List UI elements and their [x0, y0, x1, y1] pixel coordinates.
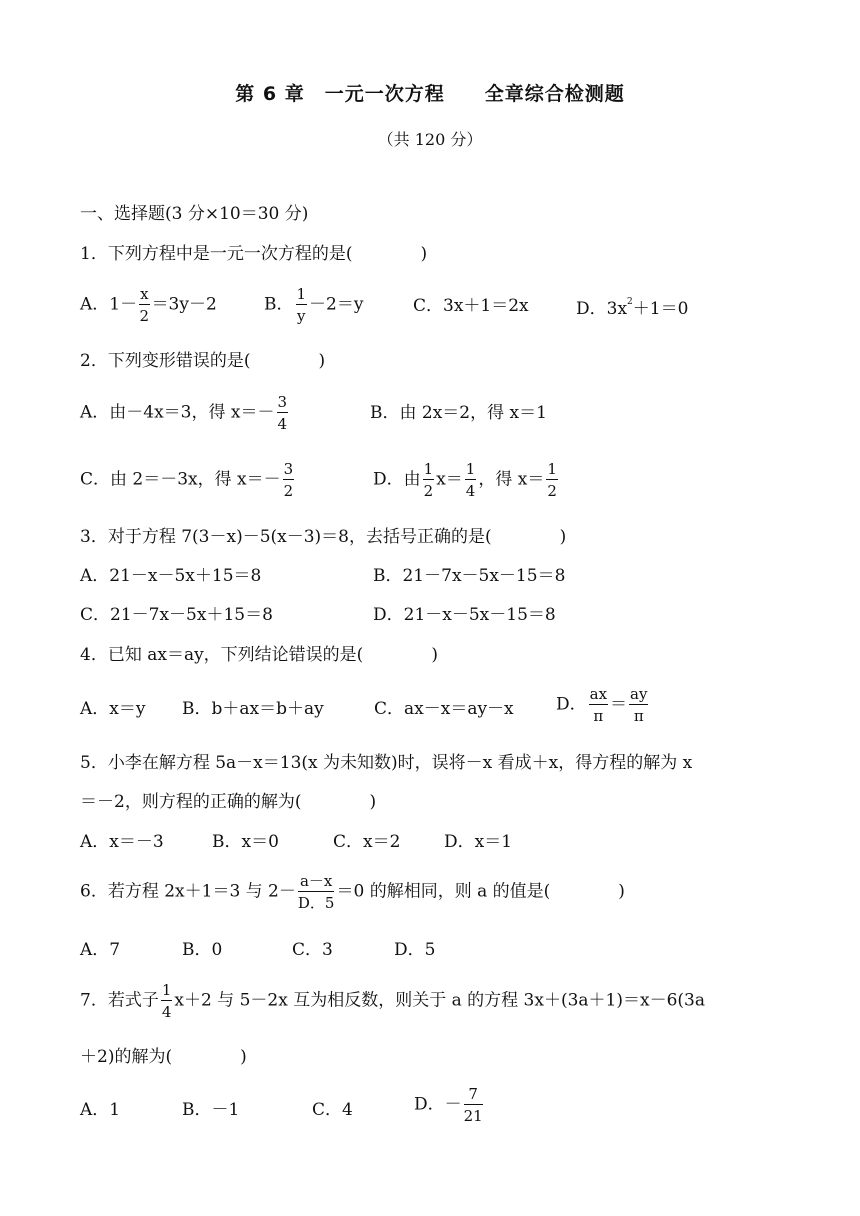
total-score: （共 120 分）: [377, 130, 483, 149]
q2-option-c: C．由 2＝－3x，得 x＝－ $\frac{3}{2}$: [80, 460, 294, 500]
q2-option-d: D．由 $\frac{1}{2}$ x＝ $\frac{1}{4}$ ，得 x＝ $\frac{1}{2}$: [373, 460, 557, 500]
question-5-line-2: ＝－2，则方程的正确的解为( ): [80, 792, 377, 812]
q6-option-c: C．3: [292, 940, 333, 960]
q5-option-c: C．x＝2: [333, 832, 401, 852]
q7-option-d: D．－ $\frac{7}{21}$: [414, 1085, 483, 1125]
question-6: 6．若方程 2x＋1＝3 与 2－ $\frac{a-x}{D.5}$ ＝0 的解相同，则 a 的值是( ): [80, 872, 625, 912]
question-7-line-2: ＋2)的解为( ): [80, 1047, 247, 1067]
q3-option-c: C．21－7x－5x＋15＝8: [80, 605, 273, 625]
q3-option-d: D．21－x－5x－15＝8: [373, 605, 556, 625]
q4-option-c: C．ax－x＝ay－x: [374, 699, 514, 719]
q7-option-c: C．4: [312, 1100, 353, 1120]
q1-option-d: D．$3x^2+1=0$: [576, 297, 689, 319]
question-1: 1．下列方程中是一元一次方程的是( ): [80, 244, 428, 264]
q7-option-b: B．－1: [182, 1100, 240, 1120]
q5-option-d: D．x＝1: [444, 832, 513, 852]
question-3: 3．对于方程 7(3－x)－5(x－3)＝8，去括号正确的是( ): [80, 527, 567, 547]
q4-option-a: A．x＝y: [80, 699, 146, 719]
section-heading: 一、选择题(3 分×10＝30 分): [80, 204, 309, 224]
question-5-line-1: 5．小李在解方程 5a－x＝13(x 为未知数)时，误将－x 看成＋x，得方程的解为 x: [80, 753, 693, 773]
q4-option-b: B．b＋ax＝b＋ay: [182, 699, 324, 719]
q2-option-b: B．由 2x＝2，得 x＝1: [370, 403, 547, 423]
question-7-line-1: 7．若式子 $\frac{1}{4}$ x＋2 与 5－2x 互为相反数，则关于 a 的方程 3x＋(3a＋1)＝x－6(3a: [80, 981, 705, 1021]
q5-option-b: B．x＝0: [212, 832, 279, 852]
q1-option-a: A．1－ $\frac{x}{2}$ ＝3y－2: [80, 285, 217, 325]
q3-option-b: B．21－7x－5x－15＝8: [373, 566, 566, 586]
question-2: 2．下列变形错误的是( ): [80, 351, 326, 371]
q6-option-b: B．0: [182, 940, 223, 960]
q6-option-a: A．7: [80, 940, 121, 960]
q3-option-a: A．21－x－5x＋15＝8: [80, 566, 262, 586]
q4-option-d: D． $\frac{ax}{\pi}$ ＝ $\frac{ay}{\pi}$: [556, 685, 648, 725]
q1-option-b: B． $\frac{1}{y}$ －2＝y: [264, 285, 364, 325]
q1-option-c: C．3x＋1＝2x: [413, 296, 529, 316]
question-4: 4．已知 ax＝ay，下列结论错误的是( ): [80, 645, 438, 665]
page-title: 第 6 章 一元一次方程 全章综合检测题: [235, 83, 625, 105]
q2-option-a: A．由－4x＝3，得 x＝－ $\frac{3}{4}$: [80, 393, 288, 433]
q5-option-a: A．x＝－3: [80, 832, 164, 852]
q7-option-a: A．1: [80, 1100, 121, 1120]
q6-option-d: D．5: [394, 940, 436, 960]
